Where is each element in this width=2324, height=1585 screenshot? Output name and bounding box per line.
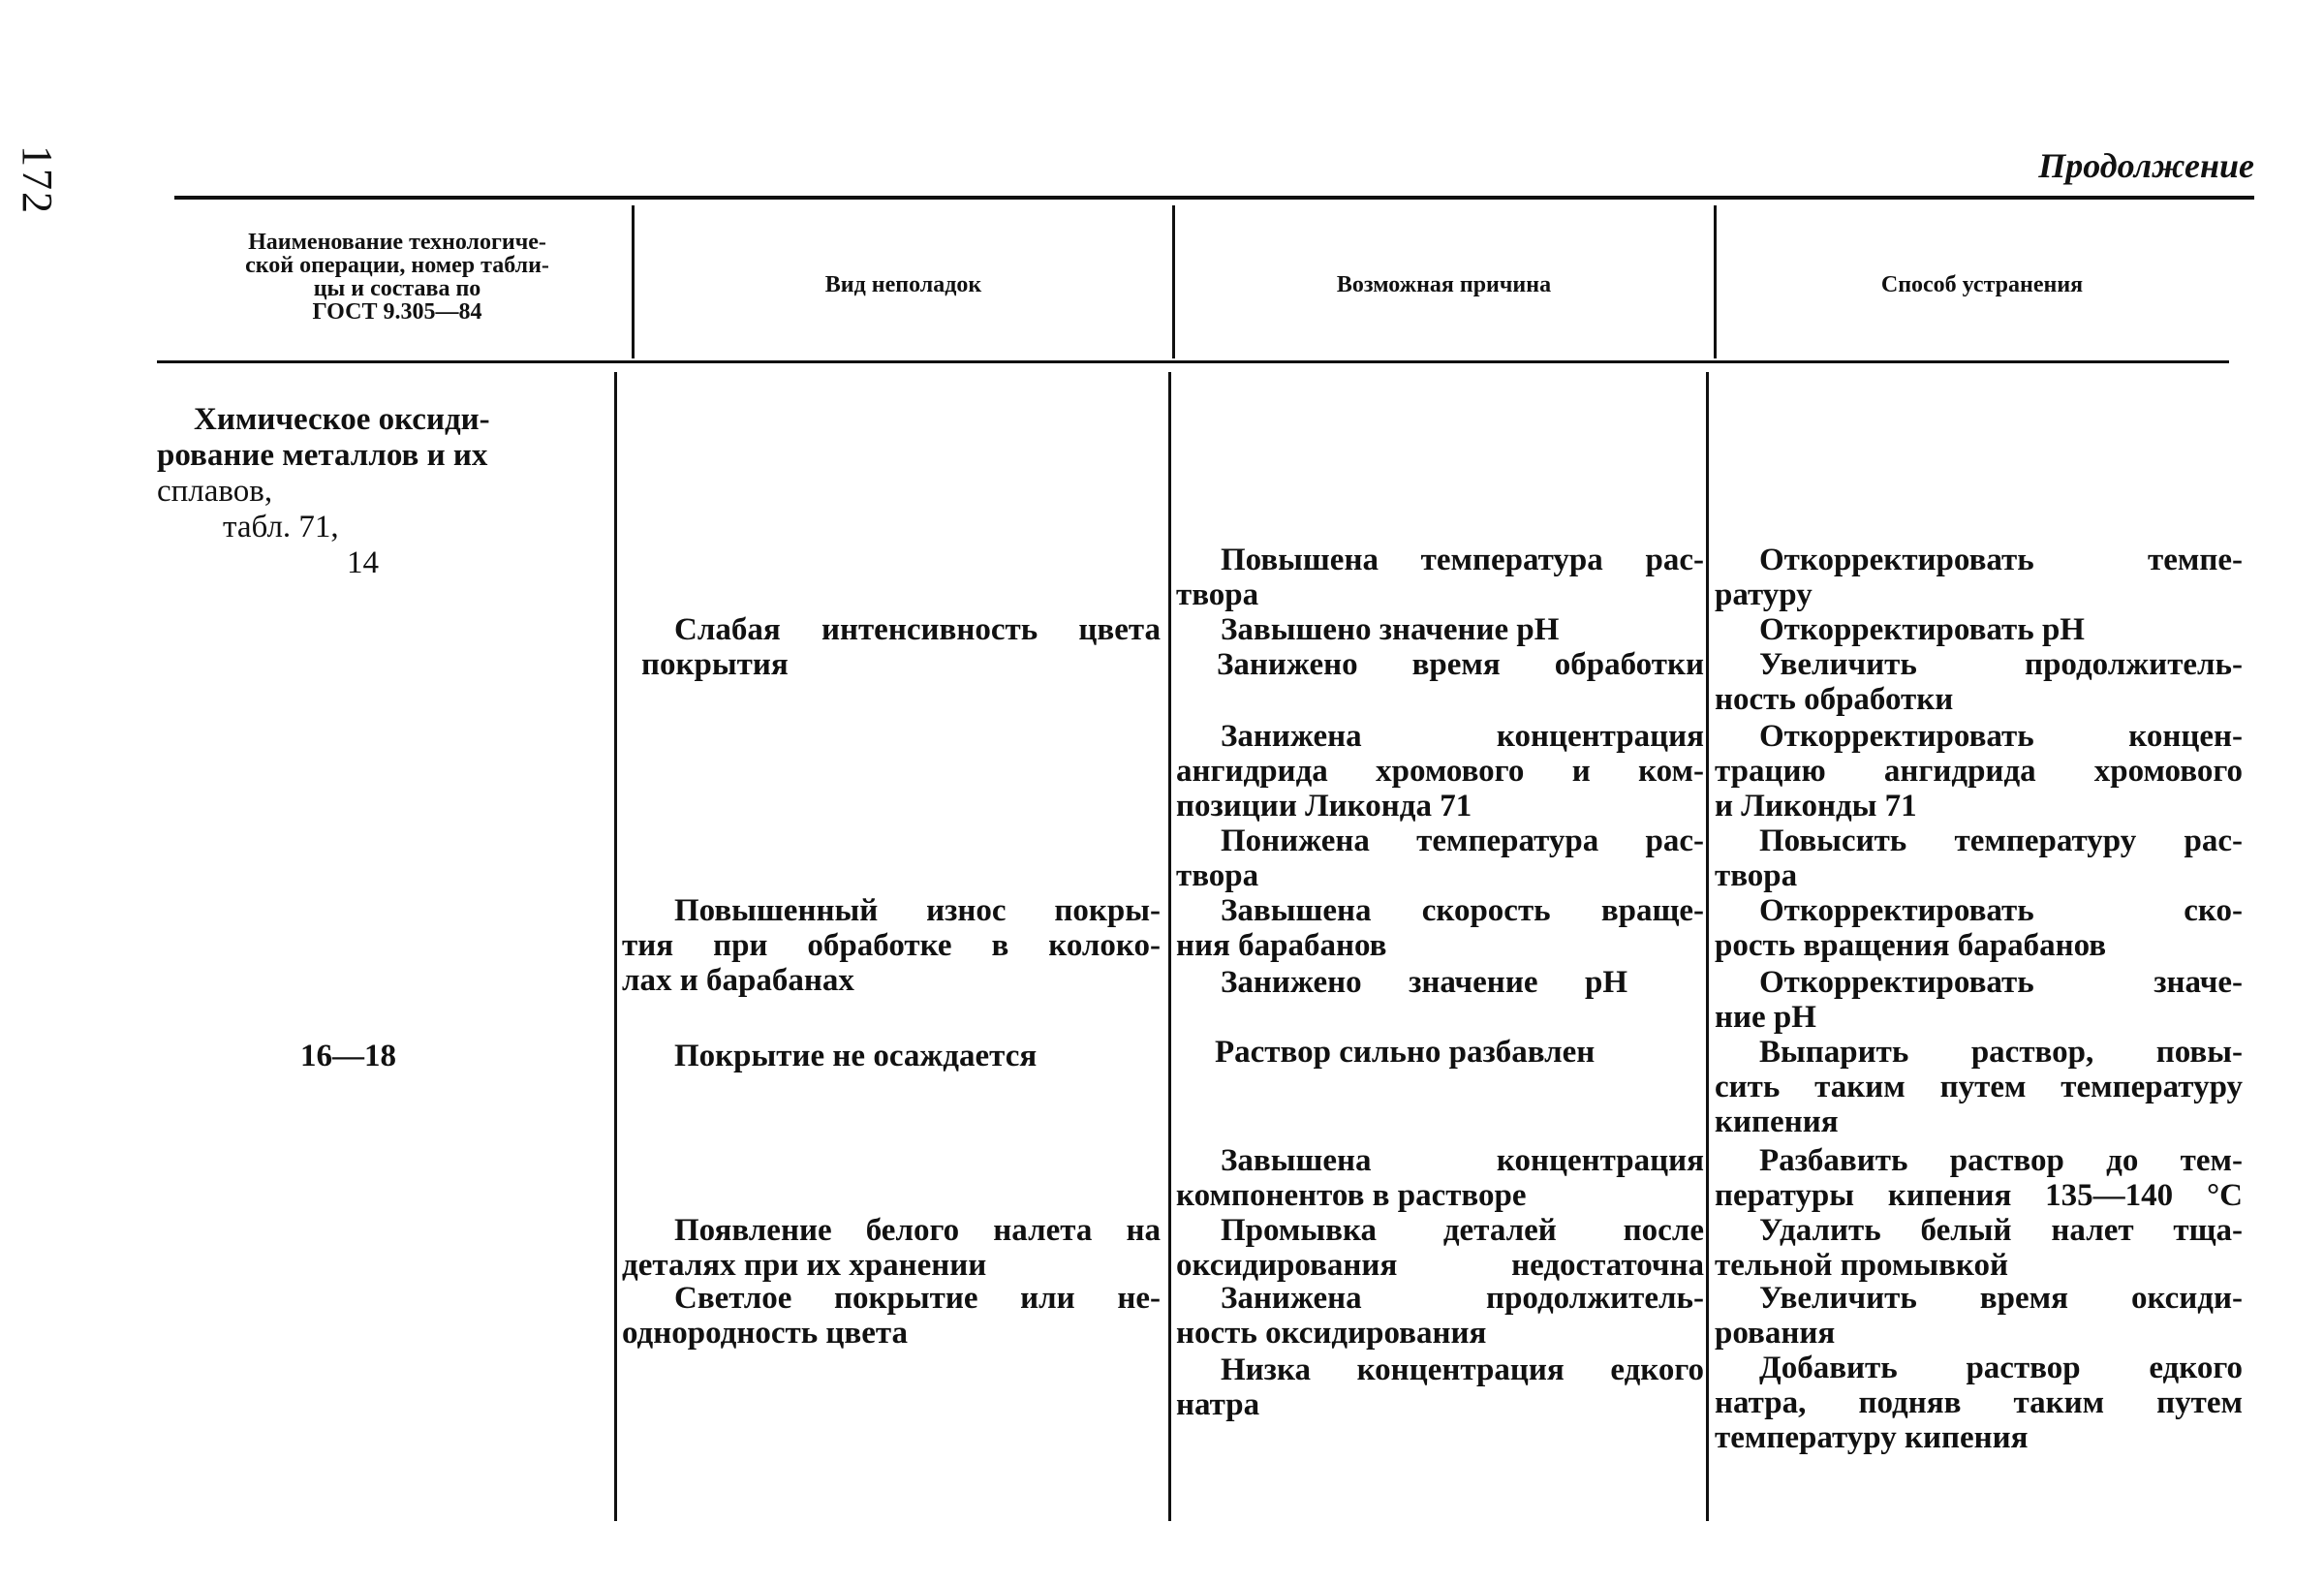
remedy-line: Увеличить время оксиди- <box>1759 1281 2243 1316</box>
remedy-line: сить таким путем температуру <box>1715 1070 2243 1104</box>
defect-line: Появление белого налета на <box>674 1213 1161 1248</box>
cause-line: позиции Ликонда 71 <box>1176 789 1472 824</box>
operation-line: Химическое оксиди- <box>194 402 490 437</box>
cause-item <box>1221 612 1559 647</box>
remedy-line: рость вращения барабанов <box>1715 928 2107 963</box>
remedy-item <box>1715 1351 2243 1455</box>
defect-line: однородность цвета <box>622 1316 909 1351</box>
cause-line: твора <box>1176 577 1259 612</box>
remedy-line: Увеличить продолжитель- <box>1759 647 2243 682</box>
remedy-item <box>1715 719 2243 824</box>
defect-line: лах и барабанах <box>622 963 854 998</box>
header-rule <box>157 360 2229 363</box>
remedy-line: тельной промывкой <box>1715 1248 2008 1283</box>
cause-line: натра <box>1176 1387 1260 1422</box>
remedy-item <box>1759 612 2085 647</box>
remedy-item <box>1715 1035 2243 1139</box>
cause-line: Промывка деталей после <box>1221 1213 1704 1248</box>
column-divider-2-body <box>1168 372 1171 1521</box>
cause-line: Завышена концентрация <box>1221 1143 1704 1178</box>
continuation-label: Продолжение <box>2038 146 2254 185</box>
header-remedy: Способ устранения <box>1880 272 2084 297</box>
operation-line: сплавов, <box>157 474 273 509</box>
remedy-line: Добавить раствор едкого <box>1759 1351 2243 1385</box>
defect-line: покрытия <box>641 647 789 682</box>
remedy-line: и Ликонды 71 <box>1715 789 1917 824</box>
defect-line: Покрытие не осаждается <box>674 1039 1038 1073</box>
defect-line: Повышенный износ покры- <box>674 893 1161 928</box>
remedy-line: твора <box>1715 858 1798 893</box>
remedy-item <box>1715 1281 2243 1351</box>
remedy-line: пературы кипения 135—140 °С <box>1715 1178 2243 1213</box>
column-divider-1-body <box>614 372 617 1521</box>
column-divider-3-body <box>1706 372 1709 1521</box>
operation-cell <box>157 402 490 581</box>
cause-item <box>1176 719 1704 824</box>
remedy-line: Откорректировать pH <box>1759 612 2085 647</box>
cause-line: Раствор сильно разбавлен <box>1215 1035 1596 1070</box>
remedy-item <box>1715 647 2243 717</box>
header-operation-line: ГОСТ 9.305—84 <box>312 299 482 325</box>
cause-item <box>1176 1281 1704 1351</box>
operation-line: 14 <box>347 545 379 580</box>
remedy-line: натра, подняв таким путем <box>1715 1385 2243 1420</box>
remedy-line: рования <box>1715 1316 1836 1351</box>
cause-line: твора <box>1176 858 1259 893</box>
cause-item <box>1176 893 1704 963</box>
cause-item <box>1221 965 1627 1000</box>
header-operation-line: Наименование технологиче- <box>248 230 546 255</box>
remedy-item <box>1715 1143 2243 1213</box>
operation-line: рование металлов и их <box>157 438 488 473</box>
cause-line: Завышена скорость враще- <box>1221 893 1704 928</box>
remedy-line: трацию ангидрида хромового <box>1715 754 2243 789</box>
remedy-line: ние pH <box>1715 1000 1816 1035</box>
cause-line: ангидрида хромового и ком- <box>1176 754 1704 789</box>
defect-line: Светлое покрытие или не- <box>674 1281 1161 1316</box>
operation-reference: 16—18 <box>300 1039 396 1073</box>
cause-item <box>1176 543 1704 612</box>
column-divider-2 <box>1172 205 1175 358</box>
cause-line: Повышена температура рас- <box>1221 543 1704 577</box>
cause-line: Занижено время обработки <box>1217 647 1704 682</box>
remedy-item <box>1715 893 2243 963</box>
remedy-line: Откорректировать концен- <box>1759 719 2243 754</box>
remedy-line: Откорректировать значе- <box>1759 965 2243 1000</box>
remedy-line: кипения <box>1715 1104 1839 1139</box>
header-operation <box>174 231 620 324</box>
page-number: 172 <box>14 145 61 215</box>
defect-item <box>622 893 1161 998</box>
remedy-line: Откорректировать темпе- <box>1759 543 2243 577</box>
defect-line: тия при обработке в колоко- <box>622 928 1161 963</box>
cause-item <box>1176 1352 1704 1422</box>
remedy-line: ратуру <box>1715 577 1813 612</box>
header-defect: Вид неполадок <box>824 272 982 297</box>
remedy-item <box>1715 1213 2243 1283</box>
cause-item <box>1176 1213 1704 1283</box>
defect-item <box>674 1039 1037 1073</box>
remedy-item <box>1715 543 2243 612</box>
column-divider-3 <box>1714 205 1717 358</box>
cause-line: компонентов в растворе <box>1176 1178 1527 1213</box>
remedy-line: Повысить температуру рас- <box>1759 824 2243 858</box>
remedy-line: ность обработки <box>1715 682 1954 717</box>
defect-item <box>622 1213 1161 1283</box>
cause-line: Занижена продолжитель- <box>1221 1281 1704 1316</box>
remedy-line: Откорректировать ско- <box>1759 893 2243 928</box>
remedy-item <box>1715 965 2243 1035</box>
operation-line: табл. 71, <box>223 510 339 544</box>
remedy-item <box>1715 824 2243 893</box>
defect-line: Слабая интенсивность цвета <box>674 612 1161 647</box>
header-operation-line: ской операции, номер табли- <box>245 253 549 278</box>
defect-line: деталях при их хранении <box>622 1248 987 1283</box>
remedy-line: температуру кипения <box>1715 1420 2029 1455</box>
defect-item <box>641 612 1161 682</box>
cause-line: ность оксидирования <box>1176 1316 1487 1351</box>
cause-item <box>1176 824 1704 893</box>
cause-item <box>1176 1143 1704 1213</box>
defect-item <box>622 1281 1161 1351</box>
header-cause: Возможная причина <box>1336 272 1552 297</box>
remedy-line: Удалить белый налет тща- <box>1759 1213 2243 1248</box>
remedy-line: Разбавить раствор до тем- <box>1759 1143 2243 1178</box>
cause-line: Понижена температура рас- <box>1221 824 1704 858</box>
cause-item <box>1217 647 1704 682</box>
cause-line: Завышено значение pH <box>1221 612 1560 647</box>
cause-line: Занижено значение pH <box>1221 965 1627 1000</box>
cause-item <box>1215 1035 1595 1070</box>
cause-line: ния барабанов <box>1176 928 1387 963</box>
cause-line: Низка концентрация едкого <box>1221 1352 1704 1387</box>
header-operation-line: цы и состава по <box>313 276 481 301</box>
cause-line: Занижена концентрация <box>1221 719 1704 754</box>
column-divider-1 <box>632 205 635 358</box>
remedy-line: Выпарить раствор, повы- <box>1759 1035 2243 1070</box>
cause-line: оксидирования недостаточна <box>1176 1248 1704 1283</box>
top-rule <box>174 196 2254 200</box>
